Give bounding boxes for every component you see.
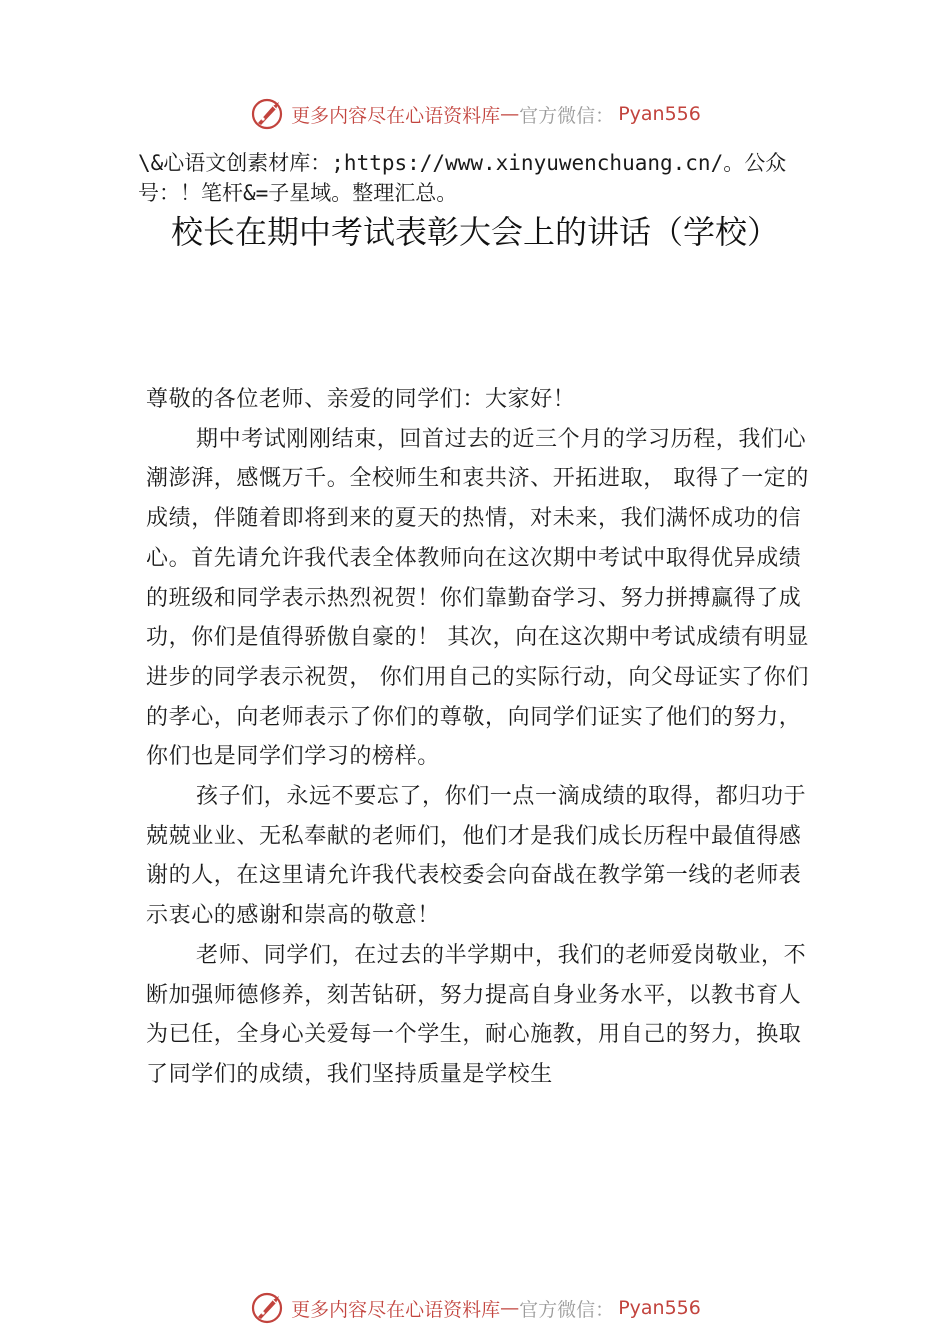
watermark-wechat-label: 官方微信：: [519, 104, 615, 127]
source-note: \&心语文创素材库：;https://www.xinyuwenchuang.cn/。公众号：！笔杆&=子星域。整理汇总。: [138, 151, 787, 205]
pen-nib-logo-icon: [249, 1290, 289, 1326]
watermark-site-text: 更多内容尽在心语资料库: [291, 1298, 501, 1321]
greeting-paragraph: 尊敬的各位老师、亲爱的同学们：大家好！: [146, 387, 576, 412]
watermark-site-text: 更多内容尽在心语资料库: [291, 104, 501, 127]
speech-body: [146, 380, 818, 1095]
document-title: 校长在期中考试表彰大会上的讲话（学校）: [170, 213, 779, 251]
watermark-wechat-label: 官方微信：: [519, 1298, 615, 1321]
footer-watermark-banner: [0, 1288, 950, 1328]
body-paragraph: 孩子们，永远不要忘了，你们一点一滴成绩的取得，都归功于兢兢业业、无私奉献的老师们，他们才是我们成长历程中最值得感谢的人，在这里请允许我代表校委会向奋战在教学第一线的老师表示衷心的感谢和崇高的敬意！: [146, 784, 807, 929]
header-watermark-banner: [0, 94, 950, 134]
watermark-wechat-id: Pyan556: [618, 103, 701, 125]
watermark-dash: —: [500, 1297, 520, 1319]
body-paragraph: 老师、同学们，在过去的半学期中，我们的老师爱岗敬业，不断加强师德修养，刻苦钻研，努力提高自身业务水平，以教书育人为已任，全身心关爱每一个学生，耐心施教，用自己的努力，换取了同学们的成绩，我们坚持质量是学校生: [146, 942, 807, 1087]
body-paragraph: 期中考试刚刚结束，回首过去的近三个月的学习历程，我们心潮澎湃，感慨万千。全校师生和衷共济、开拓进取， 取得了一定的成绩，伴随着即将到来的夏天的热情，对未来，我们满怀成功的信心。首先请允许我代表全体教师向在这次期中考试中取得优异成绩的班级和同学表示热烈祝贺！你们靠勤奋学习、努力拼搏赢得了成功，你们是值得骄傲自豪的！ 其次，向在这次期中考试成绩有明显进步的同学表示祝贺， 你们用自己的实际行动，向父母证实了你们的孝心，向老师表示了你们的尊敬，向同学们证实了他们的努力，你们也是同学们学习的榜样。: [146, 426, 809, 770]
watermark-dash: —: [500, 103, 520, 125]
watermark-wechat-id: Pyan556: [618, 1297, 701, 1319]
pen-nib-logo-icon: [249, 96, 289, 132]
